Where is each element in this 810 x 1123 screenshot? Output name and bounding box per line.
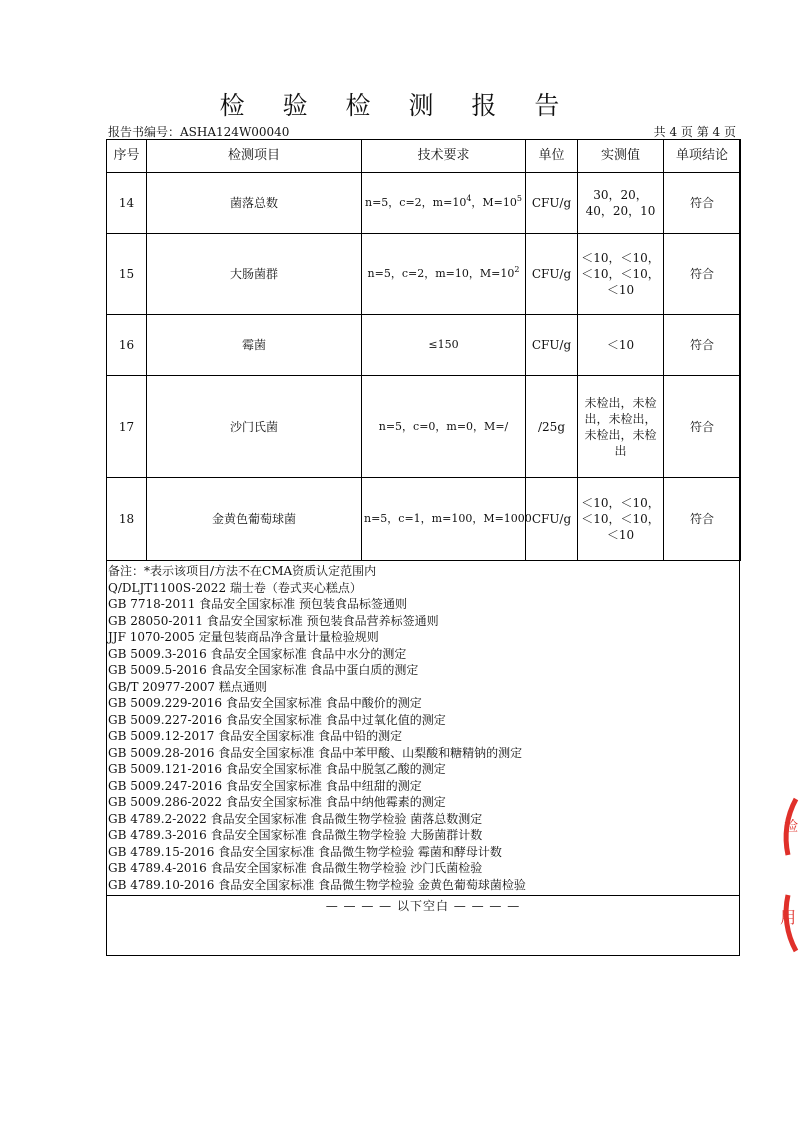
note-line: GB 7718-2011 食品安全国家标准 预包装食品标签通则 <box>108 597 407 611</box>
row-conclusion: 符合 <box>664 376 741 478</box>
req-exponent-2: 5 <box>516 194 522 203</box>
note-line: GB 4789.15-2016 食品安全国家标准 食品微生物学检验 霉菌和酵母计数 <box>108 844 502 859</box>
note-line: GB 4789.2-2022 食品安全国家标准 食品微生物学检验 菌落总数测定 <box>108 811 483 826</box>
row-measured: 未检出，未检出，未检出，未检出，未检出 <box>578 376 664 478</box>
table-row <box>107 173 741 234</box>
header-item: 检测项目 <box>147 140 362 173</box>
row-conclusion: 符合 <box>664 234 741 315</box>
table-row <box>107 315 741 376</box>
header-unit: 单位 <box>526 140 578 173</box>
header-requirement: 技术要求 <box>362 140 526 173</box>
row-unit: CFU/g <box>526 315 578 376</box>
row-conclusion: 符合 <box>664 173 741 234</box>
table-row <box>107 478 741 561</box>
row-item: 金黄色葡萄球菌 <box>147 478 362 561</box>
report-title: 检 验 检 测 报 告 <box>219 91 575 120</box>
row-requirement: ≤150 <box>362 315 526 376</box>
row-item: 菌落总数 <box>147 173 362 234</box>
note-line: GB 5009.229-2016 食品安全国家标准 食品中酸价的测定 <box>108 696 422 710</box>
row-unit: CFU/g <box>526 173 578 234</box>
note-line: 备注：*表示该项目/方法不在CMA资质认定范围内 <box>108 564 377 578</box>
row-unit: CFU/g <box>526 234 578 315</box>
row-conclusion: 符合 <box>664 315 741 376</box>
header-measured: 实测值 <box>578 140 664 173</box>
row-measured: ＜10 <box>578 315 664 376</box>
seal-char-1: 检 <box>784 819 798 835</box>
header-conclusion: 单项结论 <box>664 140 741 173</box>
row-requirement <box>362 173 526 234</box>
note-line: GB 5009.28-2016 食品安全国家标准 食品中苯甲酸、山梨酸和糖精钠的测定 <box>108 745 523 760</box>
row-item: 沙门氏菌 <box>147 376 362 478</box>
note-line: GB 5009.286-2022 食品安全国家标准 食品中纳他霉素的测定 <box>108 795 446 809</box>
note-line: GB 5009.12-2017 食品安全国家标准 食品中铅的测定 <box>108 729 403 743</box>
note-line: GB/T 20977-2007 糕点通则 <box>108 679 267 694</box>
note-line: GB 5009.247-2016 食品安全国家标准 食品中纽甜的测定 <box>108 778 422 793</box>
note-line: GB 5009.227-2016 食品安全国家标准 食品中过氧化值的测定 <box>108 712 446 727</box>
table-row <box>107 234 741 315</box>
req-text: n=5，c=2，m=10，M=10 <box>367 267 515 280</box>
row-item: 霉菌 <box>147 315 362 376</box>
row-measured: ＜10，＜10，＜10，＜10，＜10 <box>578 234 664 315</box>
inspection-seal <box>770 795 810 955</box>
report-number-value: ASHA124W00040 <box>180 125 290 139</box>
report-number-label: 报告书编号： <box>108 125 181 139</box>
note-line: GB 5009.5-2016 食品安全国家标准 食品中蛋白质的测定 <box>108 663 419 677</box>
row-unit: CFU/g <box>526 478 578 561</box>
row-measured: ＜10，＜10，＜10，＜10，＜10 <box>578 478 664 561</box>
header-no: 序号 <box>107 140 147 173</box>
report-number <box>108 123 289 140</box>
table-header-row <box>107 140 741 173</box>
req-text-2: ，M=10 <box>471 196 517 209</box>
page-info: 共 4 页 第 4 页 <box>653 125 736 139</box>
row-no: 14 <box>107 173 147 234</box>
row-unit: /25g <box>526 376 578 478</box>
row-requirement <box>362 234 526 315</box>
row-no: 16 <box>107 315 147 376</box>
req-exponent: 4 <box>466 194 472 203</box>
row-requirement: n=5，c=1，m=100，M=1000 <box>362 478 526 561</box>
note-line: GB 28050-2011 食品安全国家标准 预包装食品营养标签通则 <box>108 613 439 628</box>
note-line: GB 4789.4-2016 食品安全国家标准 食品微生物学检验 沙门氏菌检验 <box>108 861 483 875</box>
note-line: GB 5009.121-2016 食品安全国家标准 食品中脱氢乙酸的测定 <box>108 762 446 776</box>
row-no: 18 <box>107 478 147 561</box>
note-line: JJF 1070-2005 定量包装商品净含量计量检验规则 <box>108 630 379 644</box>
blank-below-mark: — — — — 以下空白 — — — — <box>325 899 521 913</box>
notes-divider <box>106 895 740 896</box>
row-no: 15 <box>107 234 147 315</box>
notes-section <box>108 563 738 893</box>
table-row <box>107 376 741 478</box>
req-text: n=5，c=2，m=10 <box>365 196 467 209</box>
row-measured: 30，20，40，20，10 <box>578 173 664 234</box>
results-table <box>106 139 741 561</box>
row-item: 大肠菌群 <box>147 234 362 315</box>
row-no: 17 <box>107 376 147 478</box>
seal-char-2: 用 <box>780 908 797 927</box>
note-line: GB 5009.3-2016 食品安全国家标准 食品中水分的测定 <box>108 646 407 661</box>
req-exponent: 2 <box>514 265 520 274</box>
row-requirement: n=5，c=0，m=0，M=/ <box>362 376 526 478</box>
note-line: GB 4789.10-2016 食品安全国家标准 食品微生物学检验 金黄色葡萄球菌检验 <box>108 877 526 892</box>
row-conclusion: 符合 <box>664 478 741 561</box>
note-line: Q/DLJT1100S-2022 瑞士卷（卷式夹心糕点） <box>108 580 362 595</box>
note-line: GB 4789.3-2016 食品安全国家标准 食品微生物学检验 大肠菌群计数 <box>108 828 483 842</box>
